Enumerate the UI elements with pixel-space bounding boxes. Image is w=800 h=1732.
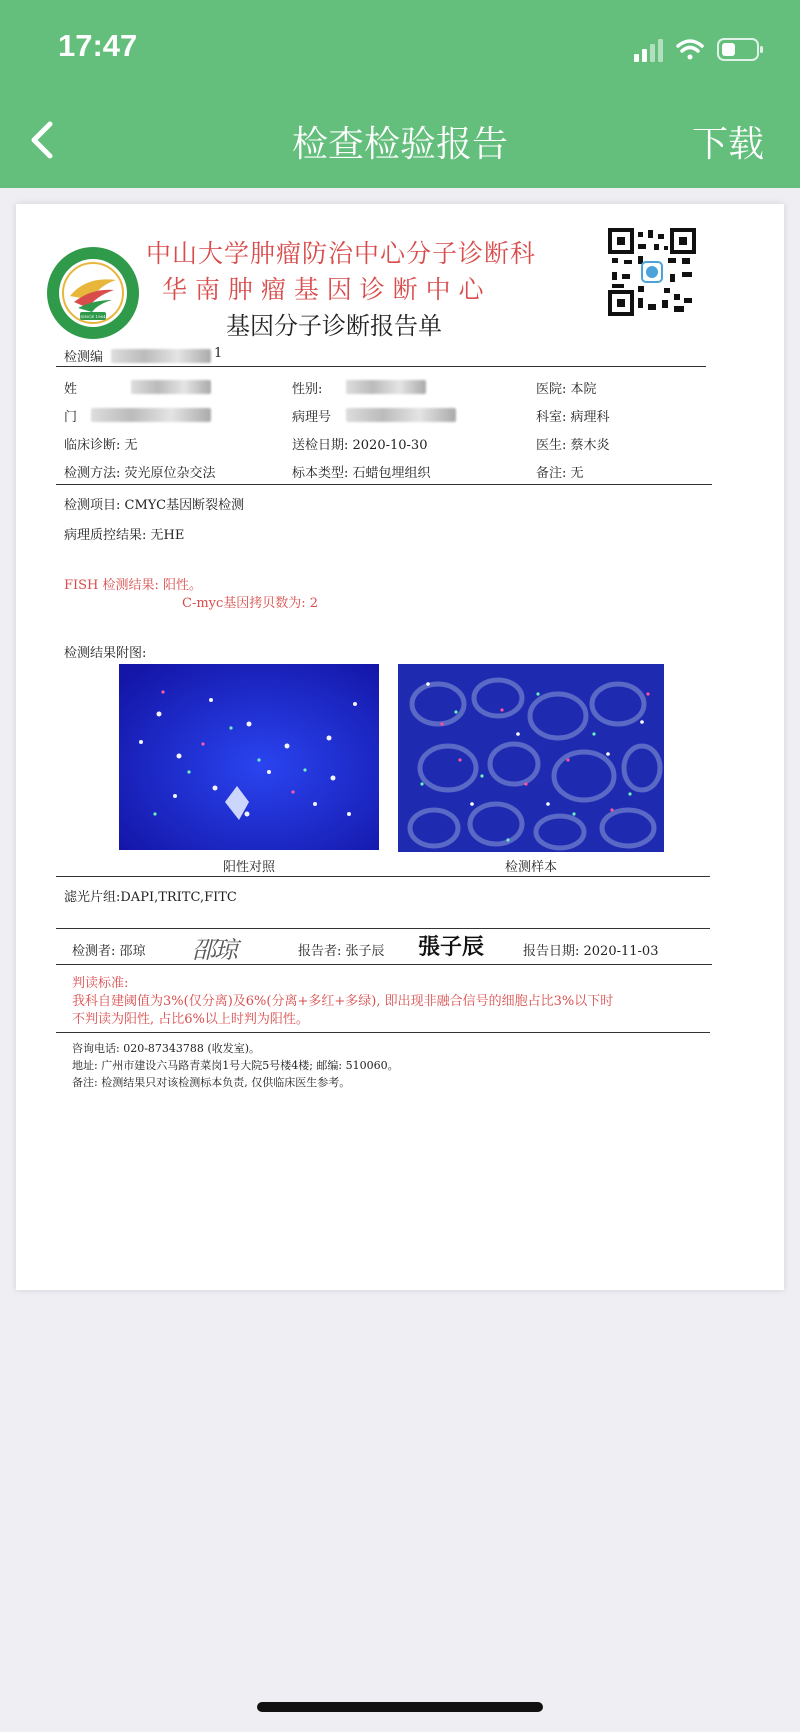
tester-field: 检测者: 邵琼 [72, 944, 146, 959]
download-button[interactable]: 下载 [691, 124, 764, 165]
caption-test-sample: 检测样本 [504, 860, 557, 875]
positive-control-image [119, 664, 379, 854]
battery-icon [718, 39, 763, 60]
hospital-logo-icon [46, 246, 140, 340]
qr-code [608, 228, 696, 320]
status-time: 17:47 [58, 28, 138, 63]
caption-positive-control: 阳性对照 [222, 860, 275, 875]
criteria-line1: 我科自建阈值为3%(仅分离)及6%(分离+多红+多绿), 即出现非融合信号的细胞占比3%以下时 [72, 994, 614, 1009]
filter-set: 滤光片组:DAPI,TRITC,FITC [64, 890, 237, 905]
tester-signature: 邵琼 [192, 936, 236, 964]
signal-icon [634, 39, 663, 62]
status-icons [634, 36, 766, 68]
clinic-label: 门 [64, 410, 78, 425]
org-name-line2: 华 南 肿 瘤 基 因 诊 断 中 心 [162, 275, 484, 304]
footer-note: 备注: 检测结果只对该检测标本负责, 仅供临床医生参考。 [72, 1076, 351, 1089]
report-date-field: 报告日期: 2020-11-03 [523, 944, 659, 959]
navigation-bar [0, 92, 800, 188]
logo-since-text: SINCE 1964 [80, 314, 106, 319]
copy-number: C-myc基因拷贝数为: 2 [182, 596, 319, 611]
hospital-field: 医院: 本院 [536, 382, 597, 397]
name-label: 姓 [64, 382, 78, 397]
org-name-line1: 中山大学肿瘤防治中心分子诊断科 [146, 239, 537, 268]
test-no-tail: 1 [214, 346, 223, 361]
qc-result: 病理质控结果: 无HE [64, 528, 185, 543]
report-document[interactable] [16, 204, 784, 1290]
attach-label: 检测结果附图: [64, 646, 147, 661]
test-item: 检测项目: CMYC基因断裂检测 [64, 498, 245, 513]
divider [56, 366, 706, 367]
test-sample-image [398, 664, 664, 856]
wifi-icon [678, 41, 702, 60]
divider [56, 876, 710, 877]
remark-field: 备注: 无 [536, 466, 584, 481]
sex-label: 性别: [292, 382, 323, 397]
divider [56, 484, 712, 485]
report-title: 基因分子诊断报告单 [226, 312, 442, 340]
pathology-no-label: 病理号 [292, 410, 332, 425]
qr-code-icon [608, 228, 696, 316]
footer-address: 地址: 广州市建设六马路青菜岗1号大院5号楼4楼; 邮编: 510060。 [72, 1059, 399, 1072]
divider [56, 964, 712, 965]
redacted-clinic [91, 408, 211, 422]
footer-phone: 咨询电话: 020-87343788 (收发室)。 [72, 1042, 260, 1055]
home-indicator[interactable] [257, 1702, 543, 1712]
fish-result: FISH 检测结果: 阳性。 [64, 578, 203, 593]
hospital-logo [46, 246, 140, 344]
doctor-field: 医生: 蔡木炎 [536, 438, 610, 453]
reporter-field: 报告者: 张子辰 [298, 944, 385, 959]
divider [56, 1032, 710, 1033]
divider [56, 928, 710, 929]
redacted-pathology-no [346, 408, 456, 422]
status-bar [0, 0, 800, 92]
department-field: 科室: 病理科 [536, 410, 610, 425]
send-date-field: 送检日期: 2020-10-30 [292, 438, 428, 453]
test-no-label: 检测编 [64, 350, 104, 365]
criteria-title: 判读标准: [72, 976, 129, 991]
diagnosis-field: 临床诊断: 无 [64, 438, 138, 453]
criteria-line2: 不判读为阳性, 占比6%以上时判为阳性。 [72, 1012, 309, 1027]
specimen-field: 标本类型: 石蜡包埋组织 [292, 466, 431, 481]
redacted-name [131, 380, 211, 394]
redacted-test-no [111, 349, 211, 363]
reporter-signature: 張子辰 [418, 934, 485, 960]
redacted-sex [346, 380, 426, 394]
page-title: 检查检验报告 [291, 124, 508, 165]
method-field: 检测方法: 荧光原位杂交法 [64, 466, 216, 481]
